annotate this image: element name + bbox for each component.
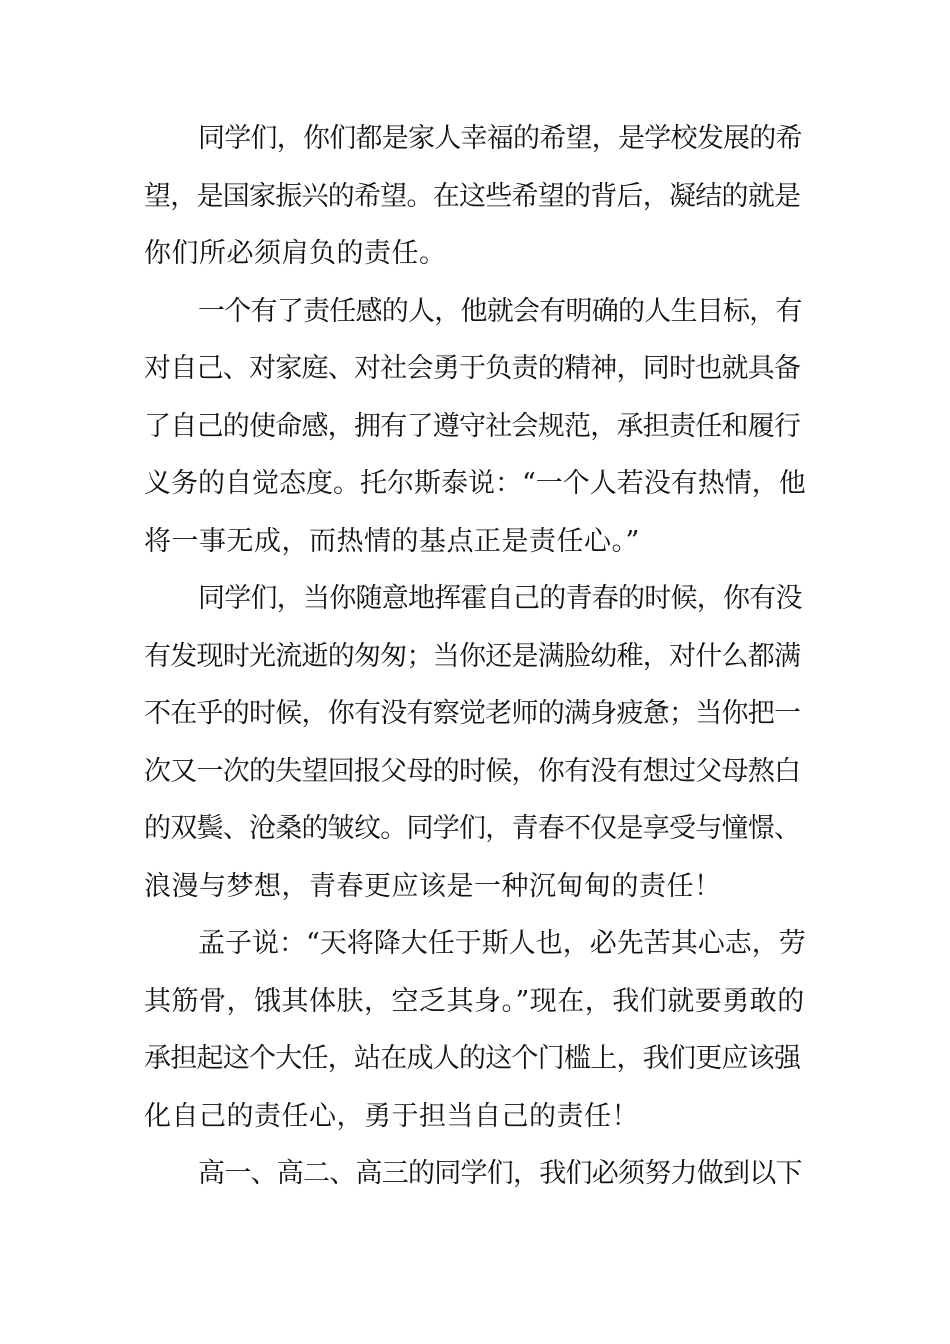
text-line: 孟子说：“天将降大任于斯人也，必先苦其心志，劳 [198, 928, 806, 959]
text-line: 其筋骨，饿其体肤，空乏其身。”现在，我们就要勇敢的 [144, 985, 805, 1017]
text-line: 的双鬓、沧桑的皱纹。同学们，青春不仅是享受与憧憬、 [144, 813, 801, 844]
text-line: 同学们，当你随意地挥霍自己的青春的时候，你有没 [198, 583, 802, 614]
text-line: 你们所必须肩负的责任。 [144, 238, 447, 269]
text-line: 了自己的使命感，拥有了遵守社会规范，承担责任和履行 [144, 410, 801, 442]
text-line: 次又一次的失望回报父母的时候，你有没有想过父母熬白 [144, 755, 801, 787]
text-line: 一个有了责任感的人，他就会有明确的人生目标，有 [198, 295, 802, 327]
text-line: 望，是国家振兴的希望。在这些希望的背后，凝结的就是 [144, 180, 801, 212]
paragraph-students-address [144, 1145, 806, 1203]
text-line: 对自己、对家庭、对社会勇于负责的精神，同时也就具备 [144, 353, 801, 384]
paragraph-mencius-quote [144, 915, 806, 1145]
text-line: 不在乎的时候，你有没有察觉老师的满身疲惫；当你把一 [144, 698, 801, 729]
paragraph-youth [144, 570, 806, 915]
paragraph-responsibility-hope [144, 110, 806, 283]
text-line: 义务的自觉态度。托尔斯泰说：“一个人若没有热情，他 [144, 468, 806, 499]
paragraph-sense-of-responsibility [144, 283, 806, 571]
text-line: 化自己的责任心，勇于担当自己的责任！ [144, 1100, 639, 1132]
text-line: 浪漫与梦想，青春更应该是一种沉甸甸的责任！ [144, 870, 722, 902]
text-line: 高一、高二、高三的同学们，我们必须努力做到以下 [198, 1158, 802, 1189]
document-body [144, 110, 806, 1203]
text-line: 承担起这个大任，站在成人的这个门槛上，我们更应该强 [144, 1043, 801, 1074]
text-line: 同学们，你们都是家人幸福的希望，是学校发展的希 [198, 123, 802, 154]
text-line: 有发现时光流逝的匆匆；当你还是满脸幼稚，对什么都满 [144, 640, 801, 672]
text-line: 将一事无成，而热情的基点正是责任心。” [144, 525, 640, 557]
